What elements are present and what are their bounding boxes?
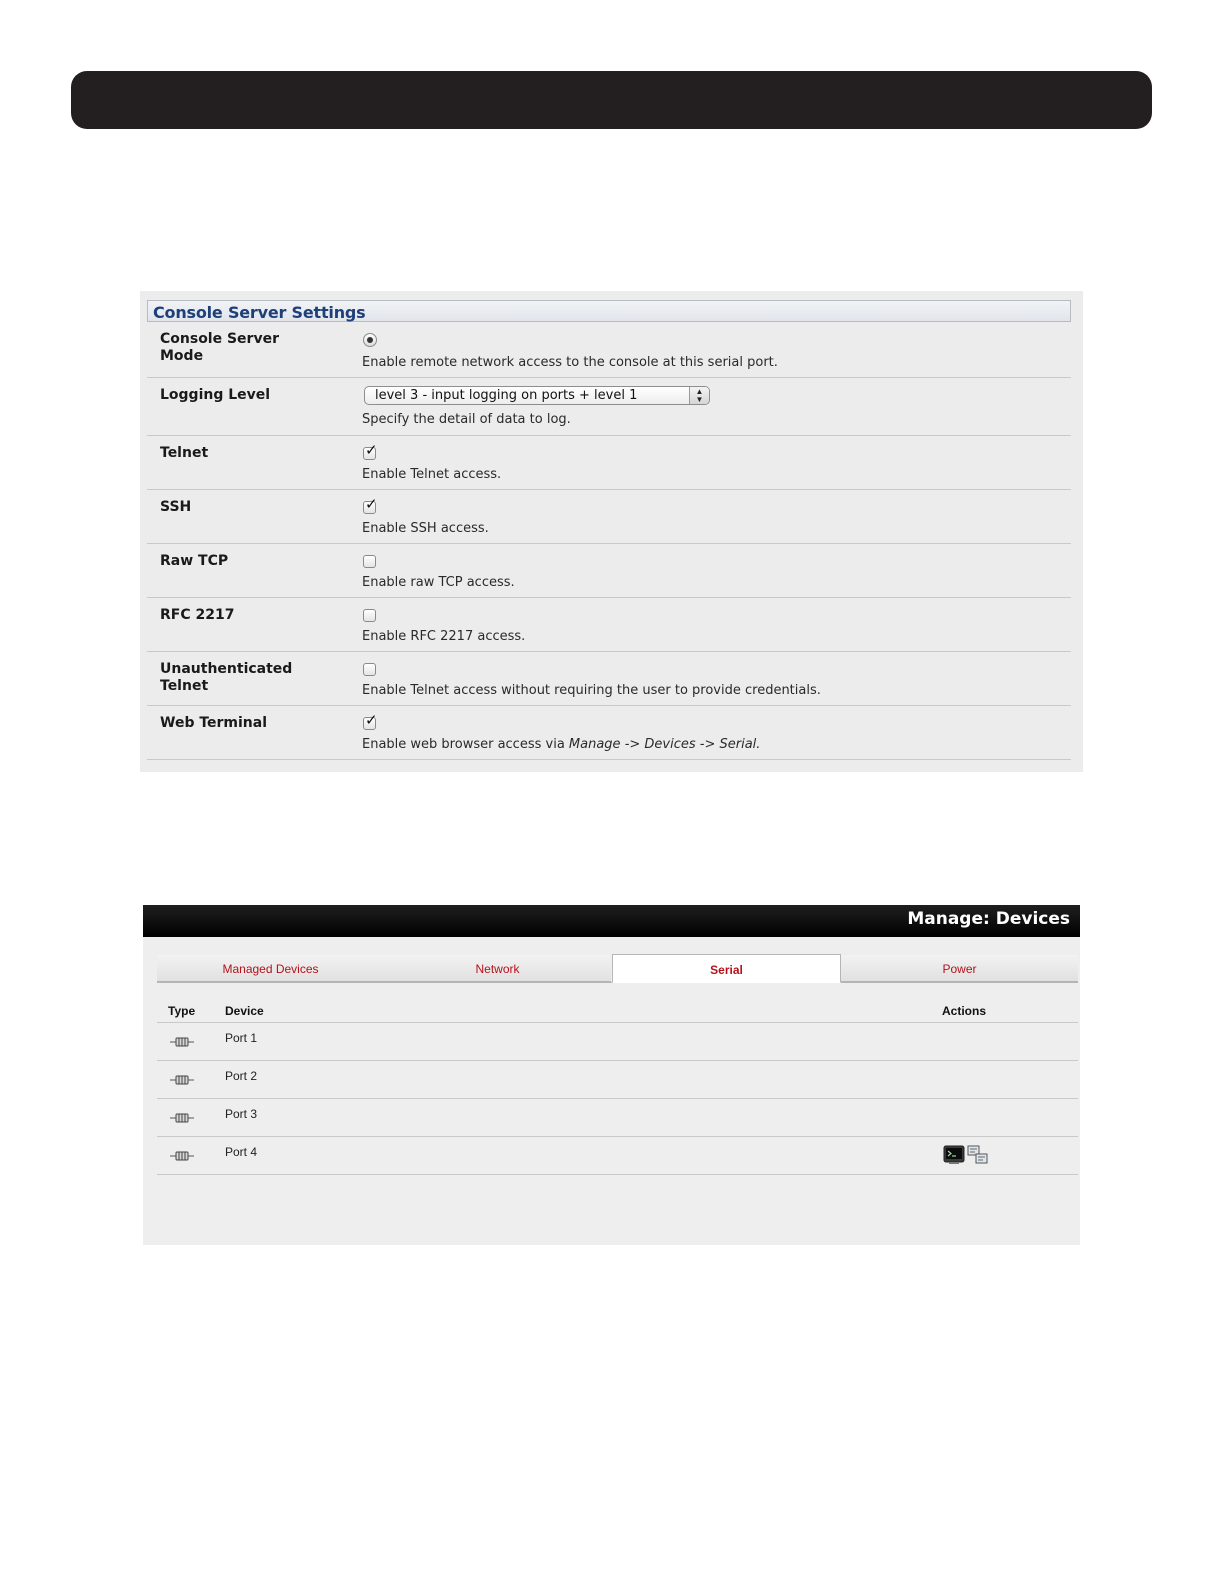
setting-row-raw-tcp (147, 544, 1071, 598)
setting-label: Logging Level (160, 387, 271, 403)
setting-label: RFC 2217 (160, 607, 235, 623)
setting-label: Web Terminal (160, 715, 268, 731)
setting-description: Enable remote network access to the console at this serial port. (362, 355, 778, 370)
setting-row-console-server-mode (147, 322, 1071, 378)
column-header-type: Type (168, 1004, 196, 1018)
device-name[interactable]: Port 1 (225, 1031, 258, 1045)
table-row[interactable] (157, 1098, 1078, 1136)
setting-label: Telnet (160, 445, 209, 461)
setting-description: Enable RFC 2217 access. (362, 629, 526, 644)
setting-description (362, 737, 760, 752)
manage-devices-titlebar (143, 905, 1080, 937)
column-header-actions: Actions (942, 1004, 987, 1018)
setting-description: Enable raw TCP access. (362, 575, 515, 590)
manage-devices-panel (143, 905, 1080, 1245)
select-stepper-arrows-icon: ▲ ▼ (689, 387, 709, 404)
serial-connector-icon (170, 1150, 194, 1162)
device-name[interactable]: Port 2 (225, 1069, 258, 1083)
tab-network[interactable] (384, 955, 611, 982)
description-text: Enable web browser access via (362, 737, 569, 752)
tab-power[interactable] (841, 955, 1078, 982)
setting-row-unauthenticated-telnet (147, 652, 1071, 706)
table-row[interactable] (157, 1060, 1078, 1098)
setting-row-telnet (147, 436, 1071, 490)
setting-label: Raw TCP (160, 553, 229, 569)
setting-row-web-terminal (147, 706, 1071, 760)
setting-description: Enable Telnet access without requiring the user to provide credentials. (362, 683, 821, 698)
logging-level-select[interactable] (364, 386, 710, 405)
console-server-mode-radio[interactable] (363, 333, 377, 347)
settings-section-title: Console Server Settings (153, 303, 366, 322)
unauthenticated-telnet-checkbox[interactable] (363, 663, 376, 676)
tab-serial[interactable] (612, 954, 841, 983)
table-row[interactable] (157, 1136, 1078, 1175)
ssh-checkbox[interactable] (363, 495, 378, 514)
checkmark-icon: ✓ (365, 495, 378, 513)
setting-label: SSH (160, 499, 192, 515)
checkmark-icon: ✓ (365, 441, 378, 459)
setting-description: Specify the detail of data to log. (362, 412, 571, 427)
tab-managed-devices[interactable] (157, 955, 384, 982)
setting-description: Enable Telnet access. (362, 467, 502, 482)
page-header-banner (71, 71, 1152, 129)
tab-label: Power (942, 962, 977, 976)
tab-label: Network (475, 962, 520, 976)
setting-row-rfc-2217 (147, 598, 1071, 652)
setting-label: Console Server Mode (160, 331, 279, 364)
console-server-settings-panel (140, 291, 1083, 772)
tab-label: Serial (710, 963, 743, 977)
ip-link-icon[interactable] (967, 1145, 989, 1165)
checkmark-icon: ✓ (365, 711, 378, 729)
setting-row-ssh (147, 490, 1071, 544)
setting-description: Enable SSH access. (362, 521, 489, 536)
web-terminal-checkbox[interactable] (363, 711, 378, 730)
settings-section-header (147, 300, 1071, 322)
serial-connector-icon (170, 1036, 194, 1048)
tab-label: Managed Devices (222, 962, 319, 976)
serial-connector-icon (170, 1112, 194, 1124)
web-terminal-icon[interactable] (943, 1145, 965, 1165)
radio-selected-dot (367, 337, 373, 343)
column-header-device: Device (225, 1004, 264, 1018)
tab-bar (157, 955, 1078, 983)
description-path: Manage -> Devices -> Serial. (568, 737, 761, 752)
page-title: Manage: Devices (907, 909, 1070, 929)
setting-label: Unauthenticated Telnet (160, 661, 293, 694)
serial-connector-icon (170, 1074, 194, 1086)
table-row[interactable] (157, 1022, 1078, 1060)
rfc-2217-checkbox[interactable] (363, 609, 376, 622)
device-name[interactable]: Port 4 (225, 1145, 258, 1159)
device-name[interactable]: Port 3 (225, 1107, 258, 1121)
raw-tcp-checkbox[interactable] (363, 555, 376, 568)
telnet-checkbox[interactable] (363, 441, 378, 460)
setting-row-logging-level (147, 378, 1071, 436)
logging-level-selected-value: level 3 - input logging on ports + level 1 (375, 388, 638, 403)
